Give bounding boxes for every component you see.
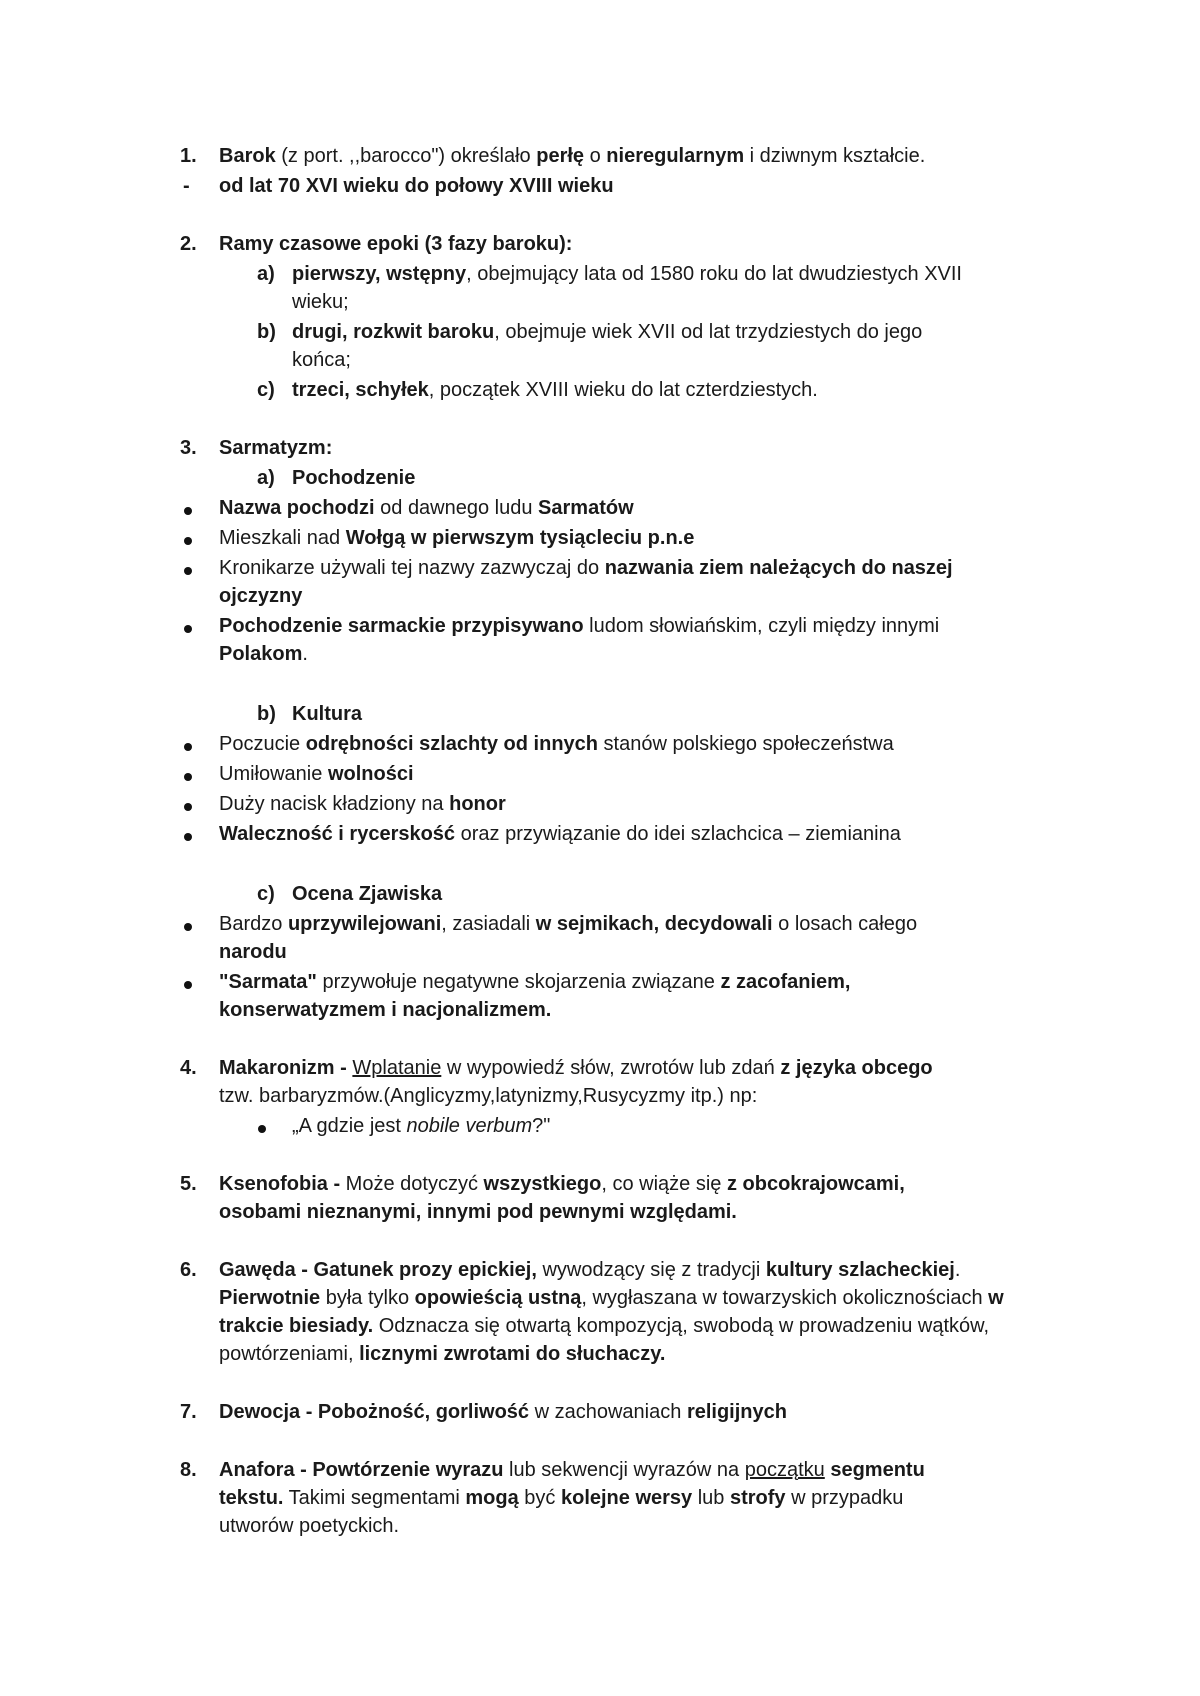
bullet-icon [184, 537, 192, 545]
item-heading: Ramy czasowe epoki (3 fazy baroku): [219, 233, 573, 255]
item-cont: trakcie biesiady. Odznacza się otwartą kompozycją, swobodą w prowadzeniu wątków, [219, 1315, 990, 1337]
barok-period: od lat 70 XVI wieku do połowy XVIII wieku [219, 175, 614, 197]
bullet-item: Pochodzenie sarmackie przypisywano ludom słowiańskim, czyli między innymi [219, 615, 940, 637]
bullet-item-cont: ojczyzny [219, 585, 303, 607]
bullet-item: Waleczność i rycerskość oraz przywiązanie do idei szlachcica – ziemianina [219, 823, 901, 845]
dash-marker: - [183, 175, 190, 197]
bullet-icon [184, 833, 192, 841]
item-cont: utworów poetyckich. [219, 1515, 400, 1537]
list-number: 2. [180, 233, 197, 255]
sub-item-cont: wieku; [292, 291, 349, 313]
bullet-item: Bardzo uprzywilejowani, zasiadali w sejmikach, decydowali o losach całego [219, 913, 918, 935]
bullet-item-cont: konserwatyzmem i nacjonalizmem. [219, 999, 552, 1021]
subsection-title: Kultura [292, 703, 362, 725]
sub-letter: b) [257, 703, 276, 725]
sub-letter: c) [257, 379, 275, 401]
bullet-icon [184, 923, 192, 931]
bullet-item: Poczucie odrębności szlachty od innych stanów polskiego społeczeństwa [219, 733, 894, 755]
sub-item: pierwszy, wstępny, obejmujący lata od 1580 roku do lat dwudziestych XVII [292, 263, 962, 285]
list-number: 4. [180, 1057, 197, 1079]
list-number: 1. [180, 145, 197, 167]
item-barok: Barok (z port. ,,barocco") określało perłę o nieregularnym i dziwnym kształcie. [219, 145, 926, 167]
list-number: 5. [180, 1173, 197, 1195]
subsection-title: Ocena Zjawiska [292, 883, 443, 905]
sub-item: trzeci, schyłek, początek XVIII wieku do lat czterdziestych. [292, 379, 818, 401]
sub-letter: b) [257, 321, 276, 343]
item-gaweda: Gawęda - Gatunek prozy epickiej, wywodzący się z tradycji kultury szlacheckiej. [219, 1259, 961, 1281]
bullet-icon [184, 981, 192, 989]
item-cont: osobami nieznanymi, innymi pod pewnymi względami. [219, 1201, 737, 1223]
item-cont: tzw. barbaryzmów.(Anglicyzmy,latynizmy,Rusycyzmy itp.) np: [219, 1085, 758, 1107]
bullet-icon [184, 625, 192, 633]
sub-letter: c) [257, 883, 275, 905]
bullet-icon [184, 773, 192, 781]
bullet-item: Umiłowanie wolności [219, 763, 414, 785]
sub-item: drugi, rozkwit baroku, obejmuje wiek XVII od lat trzydziestych do jego [292, 321, 923, 343]
subsection-title: Pochodzenie [292, 467, 416, 489]
item-makaronizm: Makaronizm - Wplatanie w wypowiedź słów, zwrotów lub zdań z języka obcego [219, 1057, 933, 1079]
bullet-item: Mieszkali nad Wołgą w pierwszym tysiącleciu p.n.e [219, 527, 695, 549]
item-ksenofobia: Ksenofobia - Może dotyczyć wszystkiego, co wiąże się z obcokrajowcami, [219, 1173, 905, 1195]
item-cont: powtórzeniami, licznymi zwrotami do słuchaczy. [219, 1343, 666, 1365]
list-number: 3. [180, 437, 197, 459]
item-cont: Pierwotnie była tylko opowieścią ustną, wygłaszana w towarzyskich okolicznościach w [219, 1287, 1004, 1309]
item-anafora: Anafora - Powtórzenie wyrazu lub sekwencji wyrazów na początku segmentu [219, 1459, 925, 1481]
bullet-item-cont: Polakom. [219, 643, 308, 665]
bullet-icon [184, 803, 192, 811]
item-dewocja: Dewocja - Pobożność, gorliwość w zachowaniach religijnych [219, 1401, 787, 1423]
bullet-item: Kronikarze używali tej nazwy zazwyczaj do nazwania ziem należących do naszej [219, 557, 953, 579]
list-number: 8. [180, 1459, 197, 1481]
item-heading: Sarmatyzm: [219, 437, 333, 459]
term: Barok [219, 145, 276, 167]
sub-letter: a) [257, 467, 275, 489]
quote-example: „A gdzie jest nobile verbum?" [292, 1115, 551, 1137]
list-number: 7. [180, 1401, 197, 1423]
bullet-icon [184, 567, 192, 575]
bullet-icon [184, 507, 192, 515]
bullet-icon [258, 1125, 266, 1133]
item-cont: tekstu. Takimi segmentami mogą być kolejne wersy lub strofy w przypadku [219, 1487, 904, 1509]
bullet-item: "Sarmata" przywołuje negatywne skojarzenia związane z zacofaniem, [219, 971, 851, 993]
list-number: 6. [180, 1259, 197, 1281]
bullet-item-cont: narodu [219, 941, 287, 963]
sub-item-cont: końca; [292, 349, 351, 371]
bullet-icon [184, 743, 192, 751]
bullet-item: Duży nacisk kładziony na honor [219, 793, 506, 815]
sub-letter: a) [257, 263, 275, 285]
bullet-item: Nazwa pochodzi od dawnego ludu Sarmatów [219, 497, 634, 519]
